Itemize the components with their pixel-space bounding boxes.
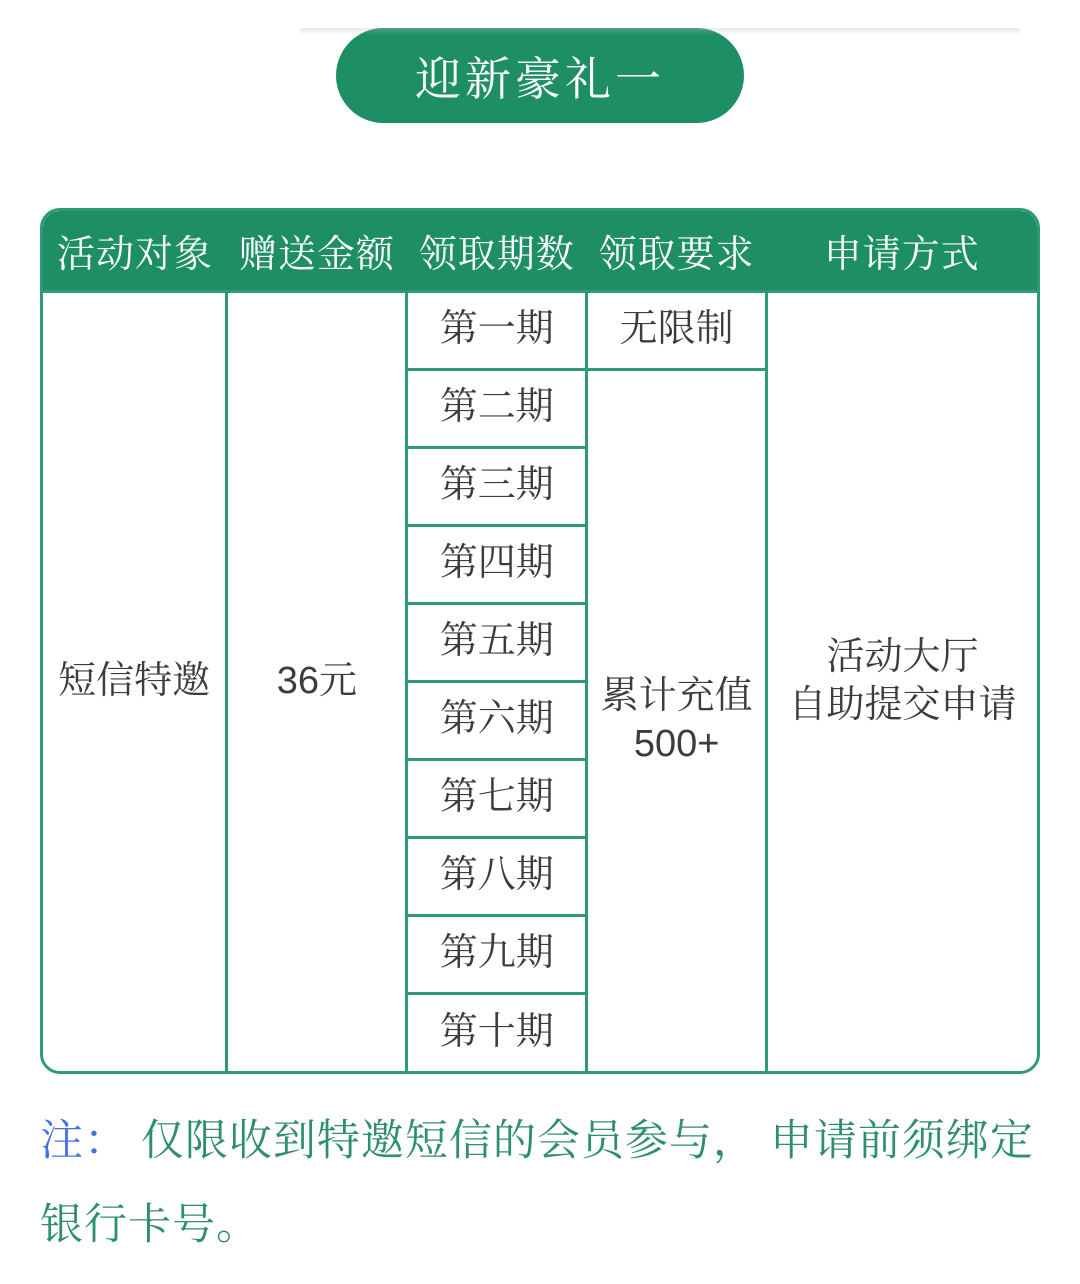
column-header-target: 活动对象 [43,211,227,291]
promo-table [43,211,1037,1071]
apply-method-cell [767,291,1037,1071]
target-cell: 短信特邀 [43,291,227,1071]
period-cell-3: 第三期 [407,447,587,525]
top-cutoff-remnant [300,28,1020,35]
period-cell-8: 第八期 [407,837,587,915]
promo-title-label: 迎新豪礼一 [415,52,665,105]
apply-method-line2: 自助提交申请 [788,683,1017,726]
period-cell-2: 第二期 [407,369,587,447]
table-row [43,291,1037,369]
column-header-requirement: 领取要求 [587,211,767,291]
promo-title-pill-button[interactable] [336,28,744,123]
footnote-text: 仅限收到特邀短信的会员参与， 申请前须绑定银行卡号。 [40,1117,1034,1249]
footnote [40,1100,1045,1268]
promo-table-container [40,208,1040,1074]
amount-cell: 36元 [227,291,407,1071]
period-cell-7: 第七期 [407,759,587,837]
period-cell-9: 第九期 [407,915,587,993]
column-header-periods: 领取期数 [407,211,587,291]
period-cell-1: 第一期 [407,291,587,369]
period-cell-5: 第五期 [407,603,587,681]
column-header-apply-method: 申请方式 [767,211,1037,291]
column-header-amount: 赠送金额 [227,211,407,291]
period-cell-4: 第四期 [407,525,587,603]
requirement-rest-line1: 累计充值 [600,675,753,718]
period-cell-10: 第十期 [407,993,587,1071]
requirement-cell-rest [587,369,767,1071]
requirement-rest-line2: 500+ [633,722,720,765]
requirement-cell-first: 无限制 [587,291,767,369]
apply-method-line1: 活动大厅 [826,636,979,679]
header-row [43,211,1037,291]
footnote-prefix: 注： [40,1117,128,1165]
period-cell-6: 第六期 [407,681,587,759]
